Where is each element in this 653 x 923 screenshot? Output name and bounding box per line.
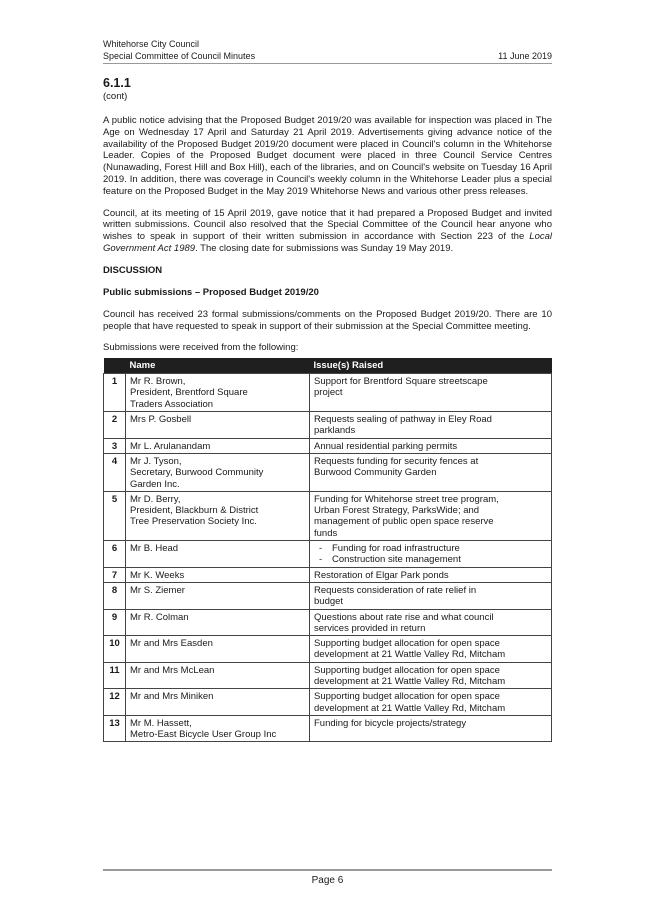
submitter-name-cell: [126, 715, 310, 742]
row-number: 12: [104, 689, 126, 716]
table-row: [104, 412, 552, 439]
submitter-name-line: Mr and Mrs McLean: [130, 664, 215, 676]
submitter-name-line: Mr and Mrs Miniken: [130, 691, 214, 703]
submitter-name-cell: [126, 453, 310, 491]
issue-line: Supporting budget allocation for open space: [314, 638, 500, 650]
issue-line: Requests consideration of rate relief in: [314, 584, 477, 596]
submitter-name-line: President, Blackburn & District: [130, 505, 259, 517]
row-number: 6: [104, 541, 126, 568]
section-continued: (cont): [103, 91, 128, 102]
table-row: [104, 662, 552, 689]
issue-line: budget: [314, 596, 344, 608]
submitter-name-line: Mr and Mrs Easden: [130, 638, 213, 650]
issue-line: management of public open space reserve: [314, 516, 494, 528]
submitter-name-line: Mr R. Brown,: [130, 376, 186, 388]
header-num-cell: [104, 358, 126, 374]
submitter-name-cell: [126, 609, 310, 636]
table-row: [104, 438, 552, 453]
table-row: [104, 715, 552, 742]
submitter-name-line: Metro-East Bicycle User Group Inc: [130, 729, 277, 741]
discussion-heading: DISCUSSION: [103, 264, 163, 276]
submitter-name-line: Tree Preservation Society Inc.: [130, 516, 257, 528]
issue-line: Funding for Whitehorse street tree program,: [314, 493, 499, 505]
issue-line: Restoration of Elgar Park ponds: [314, 569, 449, 581]
issue-line: Requests sealing of pathway in Eley Road: [314, 414, 492, 426]
submitter-name-line: Mr D. Berry,: [130, 493, 181, 505]
row-number: 4: [104, 453, 126, 491]
table-row: [104, 636, 552, 663]
row-number: 2: [104, 412, 126, 439]
header-row: [103, 50, 552, 62]
submitter-name-cell: [126, 567, 310, 582]
public-submissions-heading: Public submissions – Proposed Budget 2019/20: [103, 286, 319, 298]
paragraph-public-notice: A public notice advising that the Proposed Budget 2019/20 was available for inspection was placed in The Age on Wednesday 17 April and Saturday 21 April 2019. Advertisements giving advance notice of the availability of the Proposed Budget 2019/20 document were placed in Council's column in the Whitehorse Leader. Copies of the Proposed Budget document were placed in three Council Service Centres (Nunawading, Forest Hill and Box Hill), each of the libraries, and on Council's website on Tuesday 16 April 2019. In addition, there was coverage in Council's weekly column in the Whitehorse Leader plus a special feature on the Proposed Budget in the May 2019 Whitehorse News and various other press releases.: [103, 115, 552, 197]
header-date: 11 June 2019: [498, 51, 552, 61]
issue-cell: [310, 541, 552, 568]
table-row: [104, 541, 552, 568]
submitter-name-line: Mr M. Hassett,: [130, 717, 192, 729]
act-title: Local Government Act 1989: [103, 231, 552, 254]
issue-cell: [310, 582, 552, 609]
submitter-name-cell: [126, 582, 310, 609]
row-number: 11: [104, 662, 126, 689]
issue-bullet-item: - Funding for road infrastructure: [314, 543, 547, 554]
table-row: [104, 689, 552, 716]
issue-line: parklands: [314, 425, 356, 437]
row-number: 10: [104, 636, 126, 663]
table-row: [104, 609, 552, 636]
page-number: Page 6: [311, 875, 344, 886]
p2-before: Council, at its meeting of 15 April 2019, gave notice that it had prepared a Proposed Budget and invited written submissions. Council also resolved that the Special Committee of the Council hear anyone who wishes to speak in support of their written submission in accordance with Section 223 of the: [103, 207, 552, 243]
issue-cell: [310, 689, 552, 716]
submitter-name-line: President, Brentford Square: [130, 387, 248, 399]
issue-line: project: [314, 387, 343, 399]
issue-cell: [310, 609, 552, 636]
paragraph-submissions-count: Council has received 23 formal submissions/comments on the Proposed Budget 2019/20. There are 10 people that have requested to speak in support of their submission at the Special Committee meeting.: [103, 308, 552, 332]
issue-cell: [310, 412, 552, 439]
issue-line: Requests funding for security fences at: [314, 455, 479, 467]
submitter-name-cell: [126, 636, 310, 663]
issue-line: Annual residential parking permits: [314, 440, 458, 452]
row-number: 3: [104, 438, 126, 453]
table-row: [104, 491, 552, 540]
submitter-name-cell: [126, 689, 310, 716]
submitter-name-cell: [126, 491, 310, 540]
issue-bullet-item: - Construction site management: [314, 554, 547, 565]
header-name-cell: Name: [126, 358, 310, 374]
main-content: [103, 76, 552, 742]
submissions-table: [103, 358, 552, 742]
paragraph-council-meeting: [103, 208, 552, 255]
issue-cell: [310, 374, 552, 412]
header-meeting: Special Committee of Council Minutes: [103, 51, 256, 61]
issue-line: development at 21 Wattle Valley Rd, Mitcham: [314, 702, 506, 714]
row-number: 1: [104, 374, 126, 412]
issue-line: Support for Brentford Square streetscape: [314, 376, 488, 388]
issue-cell: [310, 567, 552, 582]
header-org: Whitehorse City Council: [103, 39, 200, 49]
table-header-row: [104, 358, 552, 374]
issue-line: Burwood Community Garden: [314, 467, 437, 479]
submitter-name-line: Traders Association: [130, 398, 214, 410]
submitter-name-cell: [126, 541, 310, 568]
row-number: 7: [104, 567, 126, 582]
issue-cell: [310, 715, 552, 742]
submitter-name-line: Garden Inc.: [130, 478, 180, 490]
issue-cell: [310, 491, 552, 540]
submitter-name-cell: [126, 662, 310, 689]
submitter-name-line: Mr B. Head: [130, 543, 179, 555]
issue-line: services provided in return: [314, 622, 426, 634]
issue-line: Urban Forest Strategy, ParksWide; and: [314, 505, 480, 517]
header-divider: [103, 63, 552, 64]
p2-after: . The closing date for submissions was Sunday 19 May 2019.: [195, 242, 454, 254]
submitter-name-cell: [126, 412, 310, 439]
issue-line: Funding for bicycle projects/strategy: [314, 717, 467, 729]
issue-cell: [310, 636, 552, 663]
table-row: [104, 453, 552, 491]
submitter-name-line: Mr S. Ziemer: [130, 584, 185, 596]
issue-line: Questions about rate rise and what council: [314, 611, 494, 623]
submitter-name-line: Mrs P. Gosbell: [130, 414, 192, 426]
submitter-name-line: Mr J. Tyson,: [130, 455, 182, 467]
table-body: [104, 374, 552, 742]
paragraph-submissions-intro: Submissions were received from the following:: [103, 342, 299, 354]
table-row: [104, 567, 552, 582]
row-number: 8: [104, 582, 126, 609]
page-header: [103, 38, 552, 62]
row-number: 9: [104, 609, 126, 636]
issue-line: development at 21 Wattle Valley Rd, Mitcham: [314, 675, 506, 687]
issue-cell: [310, 453, 552, 491]
row-number: 13: [104, 715, 126, 742]
table-row: [104, 374, 552, 412]
issue-bullet-list: [314, 543, 547, 566]
submitter-name-line: Secretary, Burwood Community: [130, 467, 264, 479]
submitter-name-cell: [126, 438, 310, 453]
issue-line: Supporting budget allocation for open space: [314, 664, 500, 676]
issue-cell: [310, 438, 552, 453]
issue-line: funds: [314, 527, 338, 539]
submitter-name-line: Mr L. Arulanandam: [130, 440, 211, 452]
submitter-name-cell: [126, 374, 310, 412]
section-number: 6.1.1: [103, 76, 131, 90]
row-number: 5: [104, 491, 126, 540]
submitter-name-line: Mr K. Weeks: [130, 569, 185, 581]
table-row: [104, 582, 552, 609]
submitter-name-line: Mr R. Colman: [130, 611, 189, 623]
issue-line: development at 21 Wattle Valley Rd, Mitcham: [314, 649, 506, 661]
header-issue-cell: Issue(s) Raised: [310, 358, 552, 374]
footer-divider: [103, 869, 552, 871]
issue-cell: [310, 662, 552, 689]
issue-line: Supporting budget allocation for open space: [314, 691, 500, 703]
